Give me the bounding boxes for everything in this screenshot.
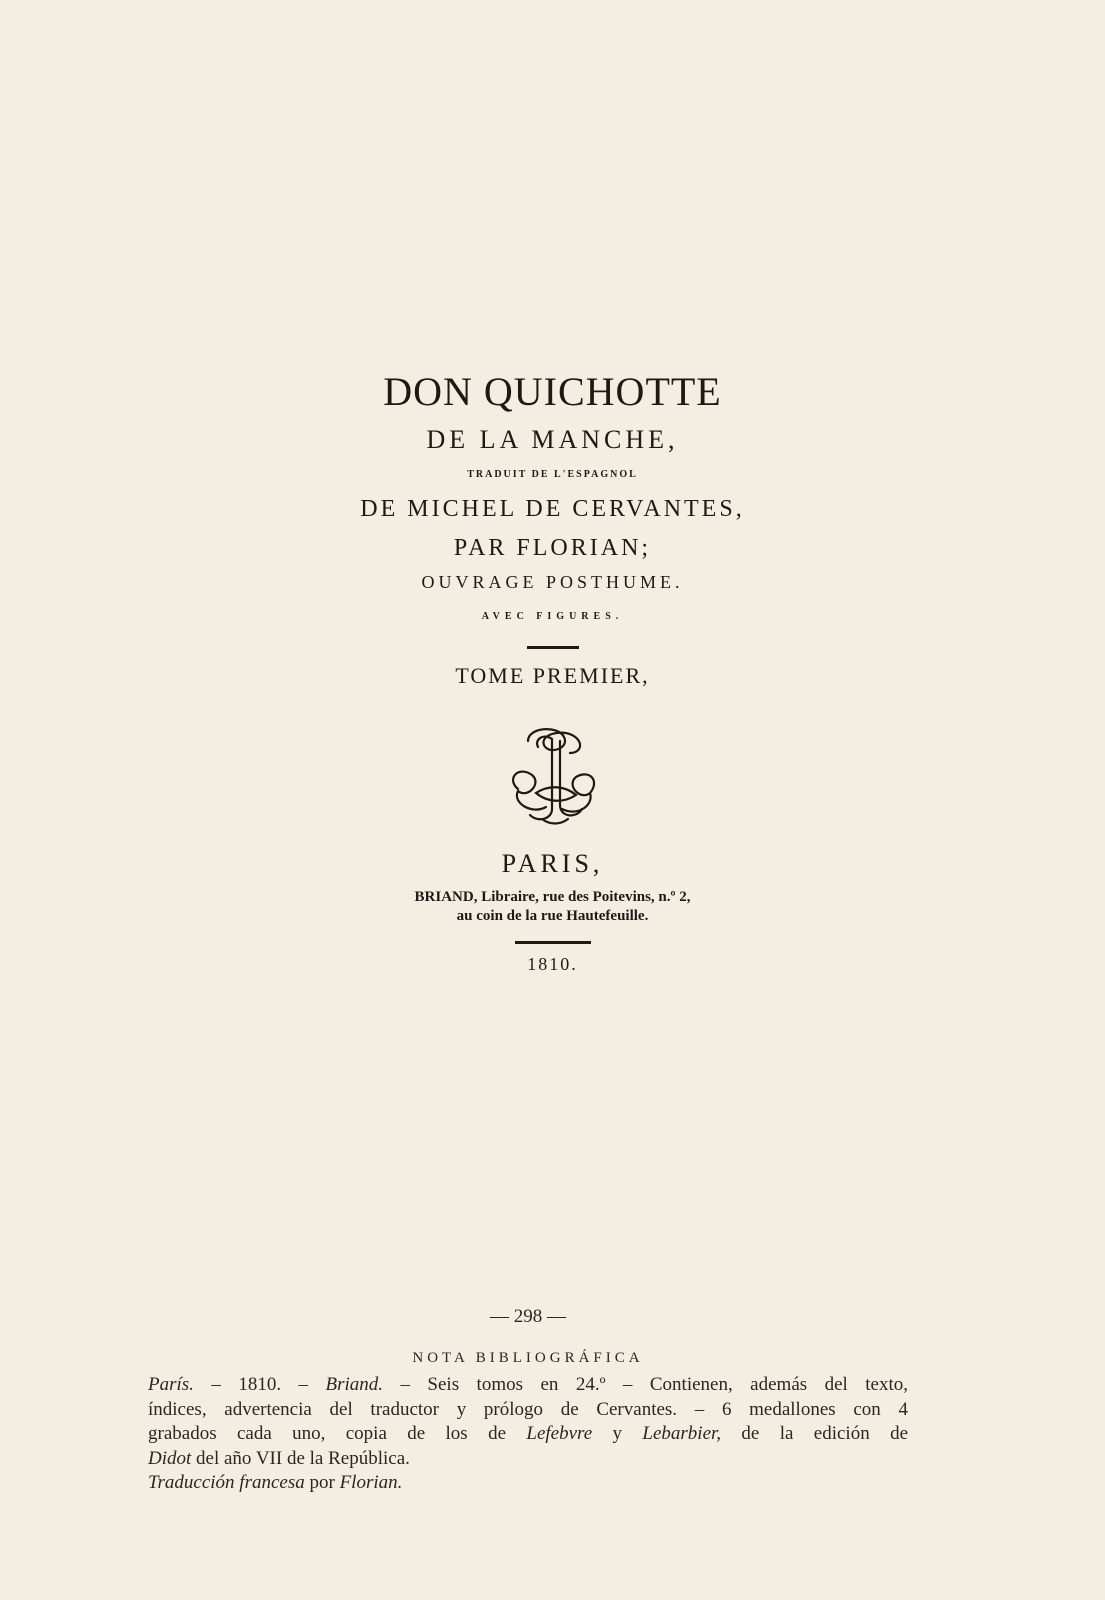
note-text: y xyxy=(592,1423,643,1444)
note-text: índices, advertencia del traductor y prólogo de Cervantes. – 6 medallones con 4 xyxy=(148,1398,908,1420)
bibliographic-note xyxy=(148,1373,908,1496)
note-italic-text: Florian. xyxy=(339,1472,403,1493)
publisher-line-1: BRIAND, Libraire, rue des Poitevins, n.º 2, xyxy=(414,889,691,905)
note-line xyxy=(148,1398,908,1423)
note-italic-text: Didot xyxy=(148,1447,192,1469)
publisher-line-2: au coin de la rue Hautefeuille. xyxy=(456,908,649,924)
note-line xyxy=(148,1447,908,1472)
note-text: por xyxy=(304,1472,340,1493)
author-line: DE MICHEL DE CERVANTES, xyxy=(360,496,745,522)
note-line xyxy=(148,1471,908,1496)
footer-section xyxy=(148,1306,908,1496)
note-heading: NOTA BIBLIOGRÁFICA xyxy=(412,1350,644,1366)
note-line xyxy=(148,1422,908,1447)
note-text: del año VII de la República. xyxy=(191,1447,410,1469)
figures-line: AVEC FIGURES. xyxy=(481,611,624,622)
divider-rule xyxy=(527,646,579,649)
divider-rule-2 xyxy=(515,941,591,944)
note-text: de la edición de xyxy=(721,1423,909,1444)
translated-from: TRADUIT DE L'ESPAGNOL xyxy=(467,469,638,480)
note-italic-text: Briand. xyxy=(325,1374,384,1395)
page-number: — 298 — xyxy=(490,1306,566,1327)
title-block xyxy=(0,368,1105,975)
city-line: PARIS, xyxy=(501,849,604,878)
note-italic-text: París. xyxy=(148,1374,194,1395)
monogram-emblem-icon xyxy=(498,719,608,829)
note-text: – 1810. – xyxy=(193,1374,326,1395)
work-type: OUVRAGE POSTHUME. xyxy=(421,572,684,592)
volume-line: TOME PREMIER, xyxy=(455,663,650,688)
note-text: – Seis tomos en 24.º – Contienen, además del texto, xyxy=(383,1374,908,1395)
note-line xyxy=(148,1373,908,1398)
book-subtitle: DE LA MANCHE, xyxy=(426,425,679,454)
note-italic-text: Lebarbier, xyxy=(642,1423,722,1444)
note-italic-text: Traducción francesa xyxy=(148,1472,305,1493)
note-text: grabados cada uno, copia de los de xyxy=(148,1423,527,1444)
book-title: DON QUICHOTTE xyxy=(383,369,722,414)
note-italic-text: Lefebvre xyxy=(526,1423,593,1444)
year-line: 1810. xyxy=(527,954,578,974)
translator-line: PAR FLORIAN; xyxy=(453,535,652,561)
